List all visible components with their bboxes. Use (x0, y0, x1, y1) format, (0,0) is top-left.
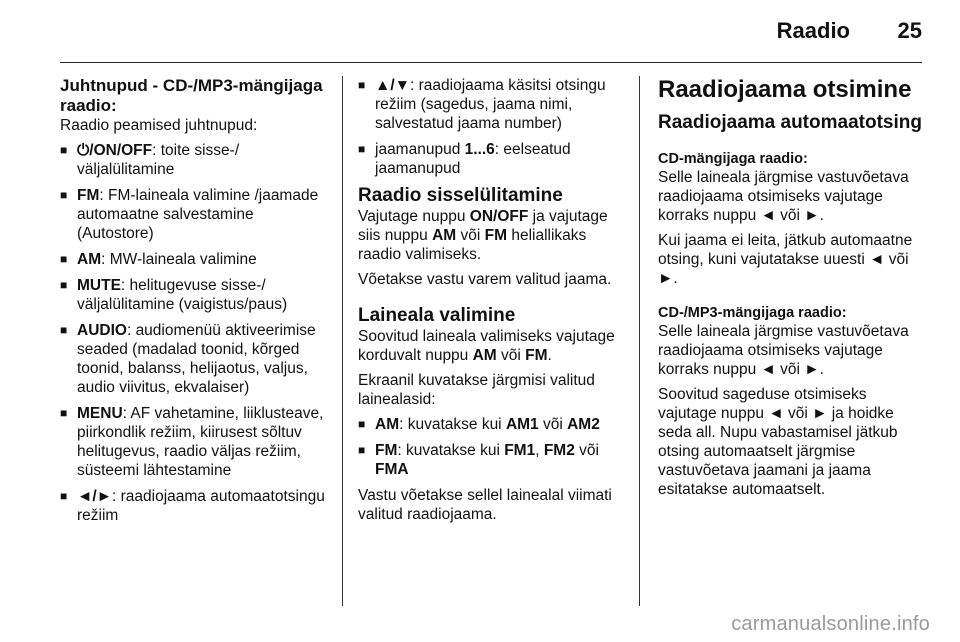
list-item: ■ ◄/►: raadiojaama automaatotsingu režiim (60, 487, 328, 525)
paragraph-label: CD-/MP3-mängijaga raadio: (658, 305, 847, 321)
band-list (358, 415, 624, 479)
list-item: ■ ⏻/ON/OFF: toite sisse-/ väljalülitamine (60, 141, 328, 179)
page-number: 25 (897, 18, 922, 43)
column-3 (658, 76, 922, 505)
list-item: ■ AM: kuvatakse kui AM1 või AM2 (358, 415, 624, 434)
column-2 (358, 76, 624, 530)
paragraph: Selle laineala järgmise vastuvõetava raadiojaama otsimiseks vajutage korraks nuppu ◄ või ►. (658, 169, 909, 224)
list-item: ■ FM: kuvatakse kui FM1, FM2 või FMA (358, 441, 624, 479)
paragraph: Vastu võetakse sellel lainealal viimati valitud raadiojaama. (358, 487, 612, 523)
page-header (60, 0, 922, 63)
paragraph: Kui jaama ei leita, jätkub automaatne otsing, kuni vajutatakse uuesti ◄ või ►. (658, 232, 913, 287)
controls-list (60, 141, 328, 525)
section-heading: Raadiojaama otsimine (658, 76, 912, 103)
sub-heading: Raadiojaama automaatotsing (658, 112, 922, 133)
list-item: ■ MENU: AF vahetamine, liiklusteave, piirkondlik režiim, kiirusest sõltuv helitugevus, raadio väljas režiim, süsteemi lähtestamine (60, 404, 328, 480)
paragraph: Selle laineala järgmise vastuvõetava raadiojaama otsimiseks vajutage korraks nuppu ◄ või ►. (658, 323, 909, 378)
page-title: Raadio (776, 18, 850, 43)
paragraph: Vajutage nuppu ON/OFF ja vajutage siis nuppu AM või FM heliallikaks raadio valimiseks. (358, 208, 608, 263)
paragraph: Soovitud sageduse otsimiseks vajutage nuppu ◄ või ► ja hoidke seda all. Nupu vabastamisel jätkub otsing automaatselt järgmise vastuvõetava jaamani ja jaama esitatakse automaatselt. (658, 386, 898, 498)
intro-text: Raadio peamised juhtnupud: (60, 117, 258, 134)
section-heading: Juhtnupud - CD-/MP3-mängijaga raadio: (60, 76, 323, 115)
column-1 (60, 76, 328, 532)
list-item: ■ jaamanupud 1...6: eelseatud jaamanupud (358, 140, 624, 178)
paragraph: Soovitud laineala valimiseks vajutage korduvalt nuppu AM või FM. (358, 328, 615, 364)
column-divider (342, 76, 343, 606)
paragraph-label: CD-mängijaga raadio: (658, 151, 808, 167)
watermark: carmanualsonline.info (731, 613, 930, 635)
paragraph: Ekraanil kuvatakse järgmisi valitud lainealasid: (358, 372, 595, 408)
list-item: ■ ▲/▼: raadiojaama käsitsi otsingu režiim (sagedus, jaama nimi, salvestatud jaama number) (358, 76, 624, 133)
list-item: ■ AUDIO: audiomenüü aktiveerimise seaded (madalad toonid, kõrged toonid, balanss, helijaotus, valjus, audio viivitus, ekvalaiser) (60, 321, 328, 397)
paragraph: Võetakse vastu varem valitud jaama. (358, 271, 612, 288)
controls-list-continued (358, 76, 624, 178)
list-item: ■ FM: FM-laineala valimine /jaamade automaatne salvestamine (Autostore) (60, 186, 328, 243)
section-heading: Laineala valimine (358, 305, 516, 326)
column-divider (639, 76, 640, 606)
list-item: ■ MUTE: helitugevuse sisse-/ väljalülitamine (vaigistus/paus) (60, 276, 328, 314)
section-heading: Raadio sisselülitamine (358, 185, 563, 206)
list-item: ■ AM: MW-laineala valimine (60, 250, 328, 269)
